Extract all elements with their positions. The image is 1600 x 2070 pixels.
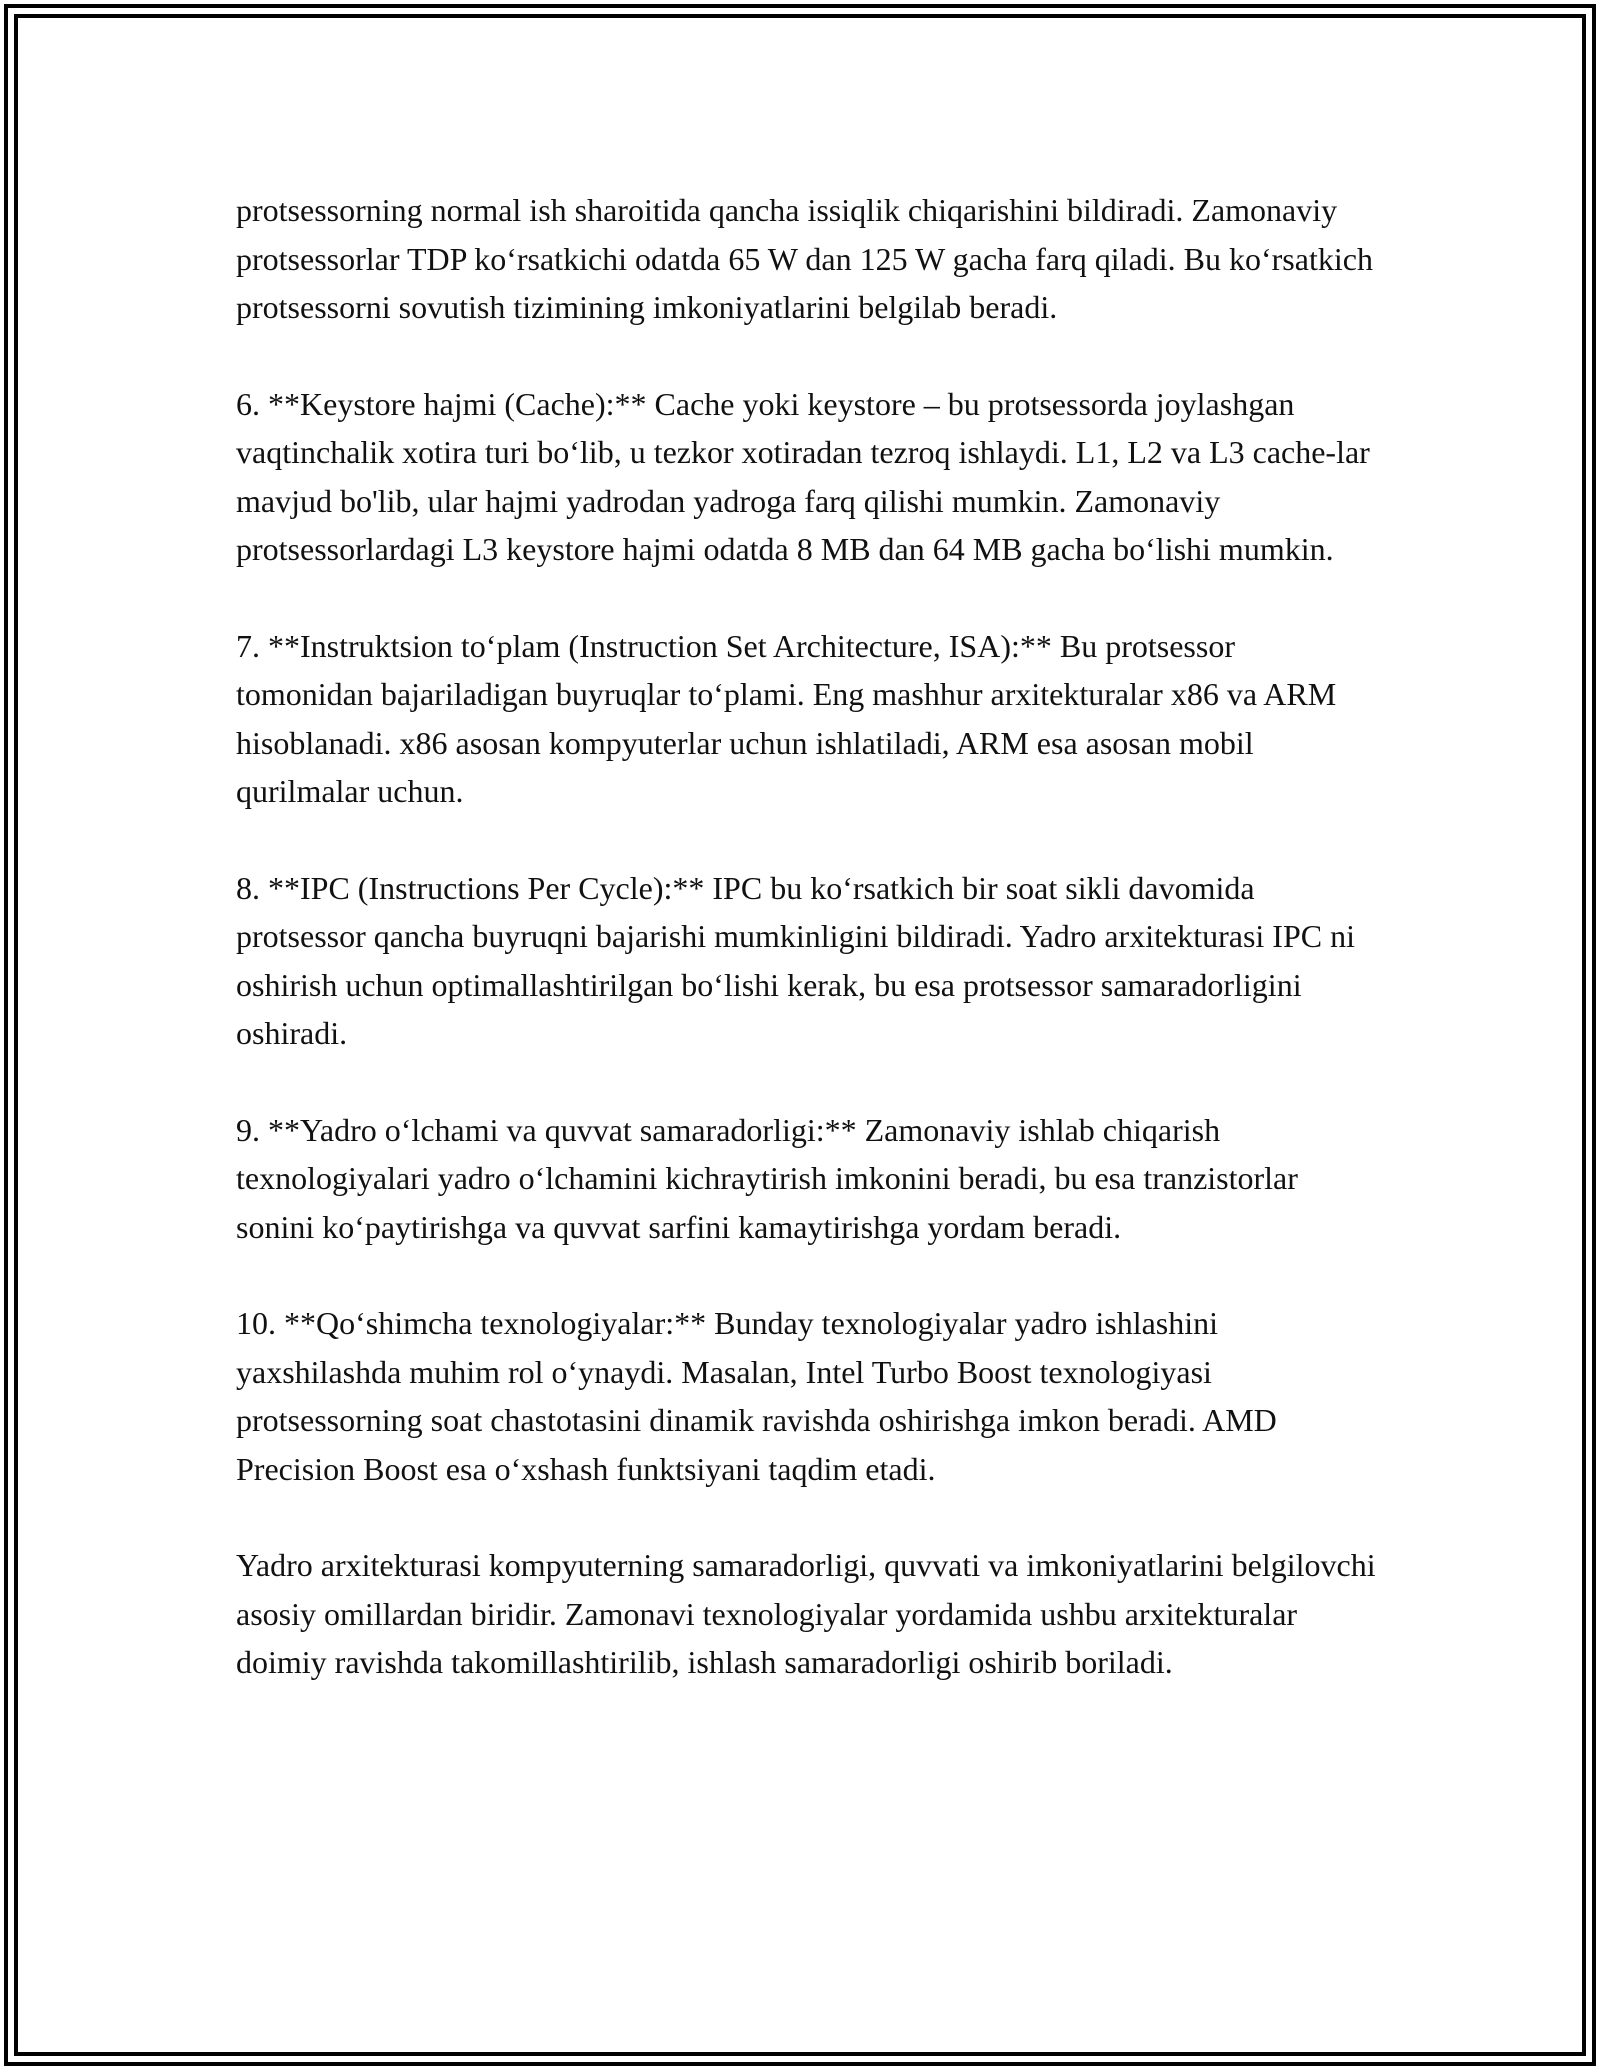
paragraph-isa: 7. **Instruktsion to‘plam (Instruction Set Architecture, ISA):** Bu protsessor tomonidan bajariladigan buyruqlar to‘plami. Eng mashhur arxitekturalar x86 va ARM hisoblanadi. x86 asosan kompyuterlar uchun ishlatiladi, ARM esa asosan mobil qurilmalar uchun. [236, 627, 1337, 809]
paragraph-conclusion: Yadro arxitekturasi kompyuterning samaradorligi, quvvati va imkoniyatlarini belgilovchi asosiy omillardan biridir. Zamonavi texnologiyalar yordamida ushbu arxitekturalar doimiy ravishda takomillashtirilib, ishlash samaradorligi oshirib boriladi. [236, 1547, 1376, 1680]
paragraph-additional-tech: 10. **Qo‘shimcha texnologiyalar:** Bunday texnologiyalar yadro ishlashini yaxshilashda muhim rol o‘ynaydi. Masalan, Intel Turbo Boost texnologiyasi protsessorning soat chastotasini dinamik ravishda oshirishga imkon beradi. AMD Precision Boost esa o‘xshash funktsiyani taqdim etadi. [236, 1305, 1277, 1487]
paragraph-core-size: 9. **Yadro o‘lchami va quvvat samaradorligi:** Zamonaviy ishlab chiqarish texnologiyalari yadro o‘lchamini kichraytirish imkonini beradi, bu esa tranzistorlar sonini ko‘paytirishga va quvvat sarfini kamaytirishga yordam beradi. [236, 1111, 1298, 1245]
paragraph-tdp-continuation: protsessorning normal ish sharoitida qancha issiqlik chiqarishini bildiradi. Zamonaviy protsessorlar TDP ko‘rsatkichi odatda 65 W dan 125 W gacha farq qiladi. Bu ko‘rsatkich protsessorni sovutish tizimining imkoniyatlarini belgilab beradi. [236, 192, 1373, 325]
document-body [236, 186, 1376, 1687]
paragraph-cache: 6. **Keystore hajmi (Cache):** Cache yoki keystore – bu protsessorda joylashgan vaqtinchalik xotira turi bo‘lib, u tezkor xotiradan tezroq ishlaydi. L1, L2 va L3 cache-lar mavjud bo'lib, ular hajmi yadrodan yadroga farq qilishi mumkin. Zamonaviy protsessorlardagi L3 keystore hajmi odatda 8 MB dan 64 MB gacha bo‘lishi mumkin. [236, 385, 1370, 567]
paragraph-ipc: 8. **IPC (Instructions Per Cycle):** IPC bu ko‘rsatkich bir soat sikli davomida protsessor qancha buyruqni bajarishi mumkinligini bildiradi. Yadro arxitekturasi IPC ni oshirish uchun optimallashtirilgan bo‘lishi kerak, bu esa protsessor samaradorligini oshiradi. [236, 869, 1355, 1051]
